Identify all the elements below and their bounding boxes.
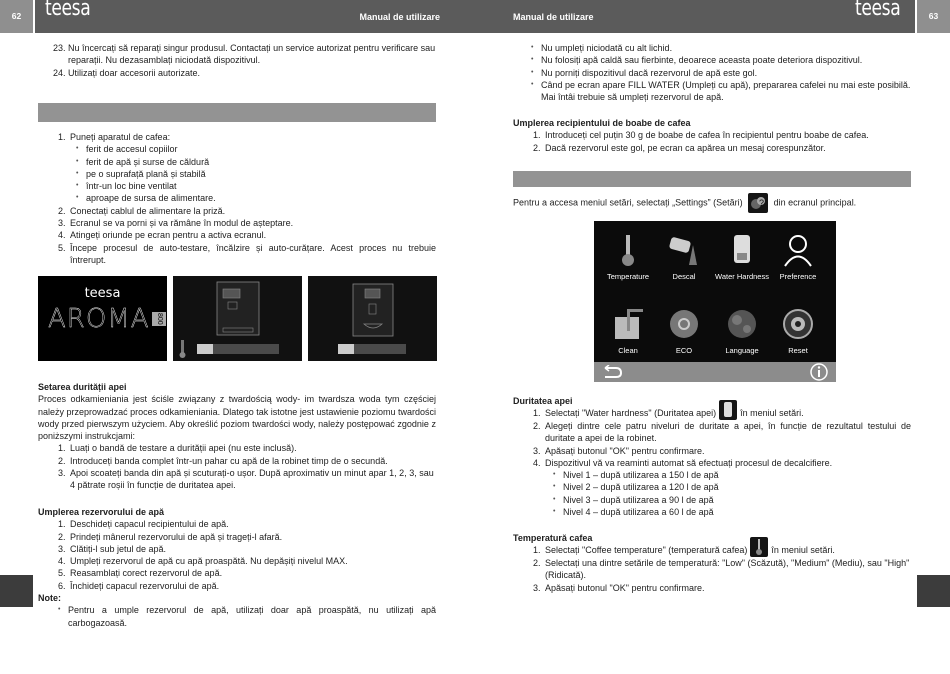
info-icon: [810, 363, 828, 381]
menu-item-descal[interactable]: Descal: [654, 233, 714, 283]
thermometer-icon: [611, 233, 645, 267]
bullet-item: • pe o suprafață plană și stabilă: [76, 168, 436, 180]
settings-intro: Pentru a accesa meniul setări, selectați „Settings” (Setări) ? din ecranul principal.: [513, 193, 911, 213]
list-item: 3. Apăsați butonul "OK" pentru confirmare.: [533, 445, 705, 456]
splash-model-number: 800: [152, 312, 166, 326]
list-item: 3. Ecranul se va porni și va rămâne în modul de așteptare.: [58, 218, 294, 229]
section-header-bar: [513, 171, 911, 187]
list-item: 3. Apoi scoateți banda din apă și scuturați-o ușor. După aproximativ un minut apar 1, 2, 3, sau 4 pătrate roșii în funcție de duritatea apei.: [58, 468, 434, 491]
list-item: 3. Apăsați butonul "OK" pentru confirmare.: [533, 582, 705, 593]
list-item: 2. Alegeți dintre cele patru niveluri de duritate a apei, în funcție de rezultatul testului de duritate a apei de la robinet.: [533, 420, 911, 444]
note-heading: Note:: [38, 593, 61, 604]
setup-steps: [38, 131, 436, 266]
list-item: 1. Luați o bandă de testare a durității apei (nu este inclusă).: [58, 443, 297, 454]
menu-item-language[interactable]: Language: [712, 307, 772, 357]
rinsing-screen-image: [308, 276, 437, 361]
startup-screens: [38, 276, 436, 361]
coffee-machine-outline-icon: [173, 276, 302, 361]
menu-item-temperature[interactable]: Temperature: [598, 233, 658, 283]
list-item: 4. Atingeți oriunde pe ecran pentru a activa ecranul.: [58, 230, 267, 241]
bullet-item: • Nu porniți dispozitivul dacă rezervorul de apă este gol.: [531, 67, 911, 79]
descale-bottle-icon: [667, 233, 701, 267]
list-item: 24. Utilizați doar accesorii autorizate.: [53, 67, 201, 78]
splash-product-name: AROMA: [48, 303, 150, 334]
list-item: 1. Selectați "Coffee temperature" (temperatură cafea) în meniul setări.: [533, 544, 911, 557]
back-button[interactable]: [602, 365, 624, 379]
list-item: 2. Dacă rezervorul este gol, pe ecran ca apărea un mesaj corespunzător.: [533, 142, 826, 153]
reset-gear-icon: [781, 307, 815, 341]
intro-list: [38, 42, 436, 79]
list-item: 5. Începe procesul de auto-testare, încălzire și auto-curățare. Acest proces nu trebuie întrerupt.: [58, 242, 436, 265]
water-glass-icon: [719, 400, 737, 420]
section-heading: Umplerea recipientului de boabe de cafea: [513, 118, 691, 128]
header-title: Manual de utilizare: [513, 12, 594, 22]
list-item: 1. Selectați "Water hardness" (Duritatea apei) în meniul setări.: [533, 407, 911, 420]
section-heading: Duritatea apei: [513, 396, 573, 406]
list-item: 4. Umpleți rezervorul de apă cu apă proaspătă. Nu depășiți nivelul MAX.: [58, 556, 348, 567]
bullet-item: • Nivel 2 – după utilizarea a 120 l de apă: [553, 481, 911, 493]
tank-warnings: [513, 42, 911, 103]
section-heading: Umplerea rezervorului de apă: [38, 507, 165, 517]
list-item: 1. Puneți aparatul de cafea: • ferit de accesul copiilor • ferit de apă și surse de căldură • pe o suprafață plană și stabilă • într-un loc bine ventilat • aproape de sursa de alimentare.: [58, 131, 436, 205]
beans-section: [513, 117, 911, 154]
list-item: 6. Închideți capacul rezervorului de apă.: [58, 580, 220, 591]
list-item: 2. Selectați una dintre setările de temperatură: "Low" (Scăzută), "Medium" (Mediu), sau "High" (Ridicată).: [533, 557, 910, 581]
hardness-section: [513, 395, 911, 518]
globe-icon: [725, 307, 759, 341]
info-button[interactable]: [810, 363, 828, 381]
tank-section: [38, 506, 436, 629]
bullet-item: • Nivel 3 – după utilizarea a 90 l de apă: [553, 494, 911, 506]
list-item: 4. Dispozitivul vă va reaminti automat să efectuați procesul de decalcifiere. • Nivel 1 – după utilizarea a 150 l de apă • Nivel 2 – după utilizarea a 120 l de apă • Nivel 3 – după utilizarea a 90 l de apă • Nivel 4 – după utilizarea a 60 l de apă: [533, 457, 911, 518]
list-item: 2. Prindeți mânerul rezervorului de apă și trageți-l afară.: [58, 531, 283, 542]
bullet-item: • Nu umpleți niciodată cu alt lichid.: [531, 42, 911, 54]
bullet-item: • Nivel 4 – după utilizarea a 60 l de apă: [553, 506, 911, 518]
list-item: 2. Introduceți banda complet într-un pahar cu apă de la robinet timp de o secundă.: [58, 455, 388, 466]
page-number-right: 63: [917, 0, 950, 33]
bullet-item: • Nu folosiți apă caldă sau fierbinte, deoarece aceasta poate deteriora dispozitivul.: [531, 54, 911, 66]
svg-text:?: ?: [759, 198, 765, 208]
list-item: 5. Reasamblați corect rezervorul de apă.: [58, 568, 223, 579]
eco-power-icon: [667, 307, 701, 341]
thermometer-icon: [750, 537, 768, 557]
bullet-item: • ferit de accesul copiilor: [76, 143, 436, 155]
menu-item-reset[interactable]: Reset: [768, 307, 828, 357]
list-item: 23. Nu încercați să reparați singur produsul. Contactați un service autorizat pentru verificare sau reparații. Nu dezasamblați niciodată dispozitivul.: [53, 43, 436, 66]
list-item: 1. Deschideți capacul recipientului de apă.: [58, 519, 229, 530]
bullet-item: • Când pe ecran apare FILL WATER (Umpleți cu apă), prepararea cafelei nu mai este posibilă. Mai întâi trebuie să umpleți rezervorul de apă.: [531, 79, 911, 104]
side-tab-marker: [0, 575, 33, 607]
bullet-item: • într-un loc bine ventilat: [76, 180, 436, 192]
section-header-bar: [38, 103, 436, 122]
list-item: 1. Introduceți cel puțin 30 g de boabe de cafea în recipientul pentru boabe de cafea.: [533, 130, 869, 141]
list-item: 3. Clătiți-l sub jetul de apă.: [58, 543, 167, 554]
splash-logo: teesa: [84, 286, 121, 301]
splash-screen-image: [38, 276, 167, 361]
heating-screen-image: [173, 276, 302, 361]
coffee-machine-outline-icon: [308, 276, 437, 361]
user-icon: [781, 233, 815, 267]
menu-item-water-hardness[interactable]: Water Hardness: [712, 233, 772, 283]
list-item: 2. Conectați cablul de alimentare la priză.: [58, 205, 226, 216]
settings-gear-icon: [748, 193, 768, 213]
menu-item-preference[interactable]: Preference: [768, 233, 828, 283]
temperature-section: [513, 532, 911, 594]
menu-bottom-bar: [594, 362, 836, 382]
clean-container-icon: [611, 307, 645, 341]
header-title: Manual de utilizare: [359, 12, 440, 22]
back-arrow-icon: [602, 365, 624, 379]
bullet-item: • ferit de apă și surse de căldură: [76, 156, 436, 168]
page-header-right: [475, 0, 915, 33]
menu-item-clean[interactable]: Clean: [598, 307, 658, 357]
teesa-logo: teesa: [855, 0, 901, 21]
side-tab-marker: [917, 575, 950, 607]
page-number-left: 62: [0, 0, 33, 33]
teesa-logo: teesa: [45, 0, 91, 21]
page-header-left: [35, 0, 475, 33]
settings-menu-screen: [594, 221, 836, 382]
menu-item-eco[interactable]: ECO: [654, 307, 714, 357]
bullet-item: • Pentru a umple rezervorul de apă, utilizați doar apă proaspătă, nu utilizați apă carbogazoasă.: [58, 604, 436, 629]
bullet-item: • Nivel 1 – după utilizarea a 150 l de apă: [553, 469, 911, 481]
bullet-item: • aproape de sursa de alimentare.: [76, 192, 436, 204]
section-heading: Temperatură cafea: [513, 533, 593, 543]
water-hardness-section: [38, 381, 436, 492]
water-glass-icon: [725, 233, 759, 267]
paragraph: Proces odkamieniania jest ściśle związany z twardością wody- im twardsza woda tym częściej należy przeprowadzać proces odkamieniania. Dlatego tak istotne jest ustawienie poziomu twardości wody przed pierwszym użyciem. Aby określić poziom twardości wody, należy postępować zgodnie z poniższymi instrukcjami:: [38, 394, 436, 442]
section-heading: Setarea durității apei: [38, 382, 127, 392]
